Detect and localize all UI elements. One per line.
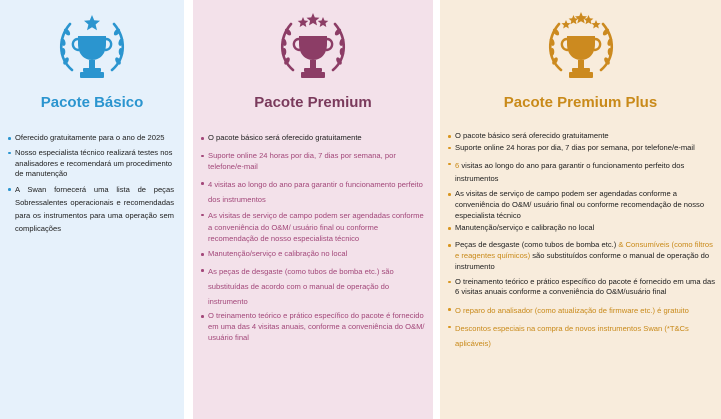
- feature-text: são substituídos conforme o manual de operação do instrumento: [455, 251, 710, 271]
- package-premium-plus-panel: [440, 0, 721, 419]
- trophy-icon: [54, 10, 130, 88]
- feature-item: Suporte online 24 horas por dia, 7 dias por semana, por telefone/e-mail: [201, 151, 425, 173]
- feature-item: O treinamento teórico e prático específico do pacote é fornecido em uma das 6 visitas anuais conforme a conveniência do O&M/usuário final: [448, 277, 715, 299]
- feature-item: Descontos especiais na compra de novos instrumentos Swan (*T&Cs aplicáveis): [448, 322, 715, 352]
- trophy-icon: [275, 10, 351, 88]
- trophy-icon: [543, 10, 619, 88]
- feature-item: O reparo do analisador (como atualização de firmware etc.) é gratuito: [448, 304, 715, 319]
- package-title: Pacote Premium Plus: [503, 94, 658, 111]
- feature-item: [448, 240, 715, 272]
- feature-list: [8, 133, 174, 240]
- feature-item: [448, 159, 715, 186]
- package-title: Pacote Básico: [40, 94, 144, 111]
- visit-count: 6: [455, 160, 460, 170]
- feature-item: O treinamento teórico e prático específico do pacote é fornecido em uma das 4 visitas anuais, conforme a conveniência do O&M/ usuário final: [201, 311, 425, 343]
- package-title: Pacote Premium: [254, 94, 372, 111]
- feature-text: visitas ao longo do ano para garantir o funcionamento perfeito dos instrumentos: [455, 160, 685, 183]
- feature-list: [448, 131, 715, 356]
- consumables-highlight: & Consumíveis (como filtros e reagentes químicos): [455, 240, 713, 261]
- feature-item: Suporte online 24 horas por dia, 7 dias por semana, por telefone/e-mail: [448, 143, 715, 154]
- feature-item: Oferecido gratuitamente para o ano de 2025: [8, 133, 174, 144]
- feature-item: Manutenção/serviço e calibração no local: [201, 249, 425, 260]
- feature-item: A Swan fornecerá uma lista de peças Sobressalentes operacionais e recomendadas para os instrumentos para uma operação sem complicações: [8, 184, 174, 236]
- feature-item: As peças de desgaste (como tubos de bomba etc.) são substituídas de acordo com o manual de operação do instrumento: [201, 265, 425, 309]
- feature-item: As visitas de serviço de campo podem ser agendadas conforme a conveniência do O&M/ usuário final ou conforme recomendação de nosso especialista técnico: [448, 189, 715, 221]
- feature-item: O pacote básico será oferecido gratuitamente: [201, 133, 425, 144]
- feature-item: O pacote básico será oferecido gratuitamente: [448, 131, 715, 142]
- feature-item: Nosso especialista técnico realizará testes nos analisadores e recomendará um procedimento de manutenção: [8, 148, 174, 180]
- feature-text: Peças de desgaste (como tubos de bomba etc.): [455, 240, 619, 250]
- feature-item: Manutenção/serviço e calibração no local: [448, 223, 715, 234]
- feature-item: 4 visitas ao longo do ano para garantir o funcionamento perfeito dos instrumentos: [201, 178, 425, 208]
- package-basic-panel: [0, 0, 184, 419]
- feature-list: [201, 133, 425, 348]
- feature-item: As visitas de serviço de campo podem ser agendadas conforme a conveniência do O&M/ usuário final ou conforme recomendação de nosso especialista técnico: [201, 210, 425, 245]
- package-premium-panel: [193, 0, 433, 419]
